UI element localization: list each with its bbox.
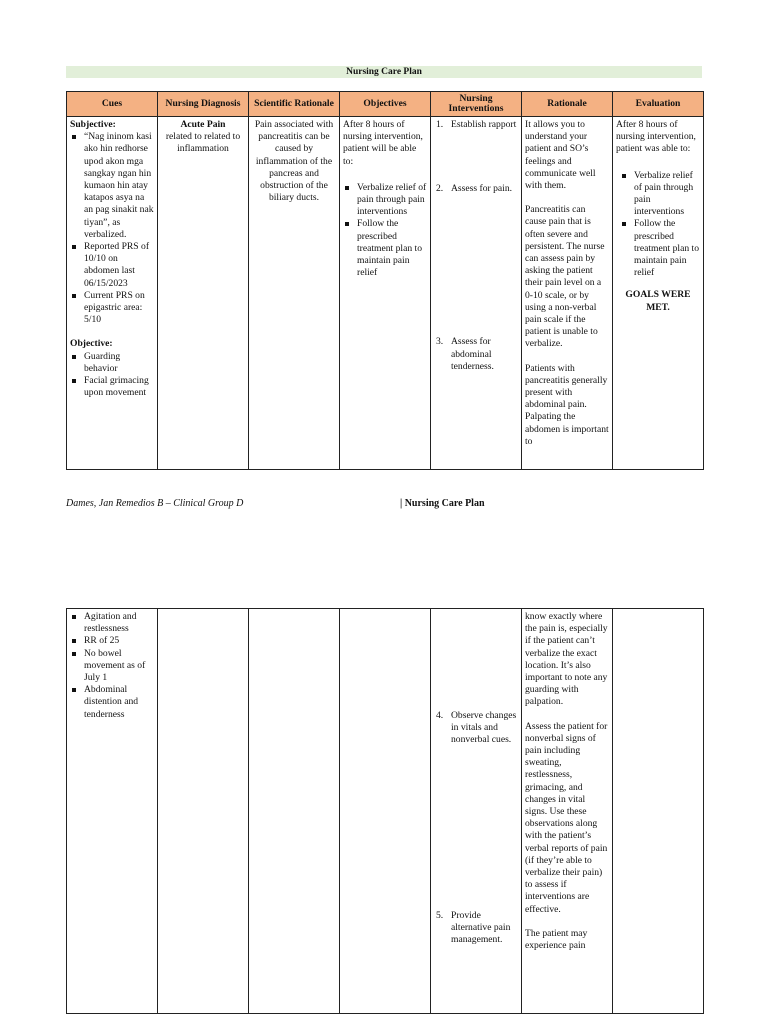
header-evaluation: Evaluation xyxy=(613,92,704,117)
rationale-4: Assess the patient for nonverbal signs of pain including sweating, restlessness, grimacing, and changes in vital signs. Use these observations along with the patient’s verbal reports of pain (if they’re able to verbalize their pain) to assess if interventions are effective. xyxy=(525,720,608,915)
diagnosis-title: Acute Pain xyxy=(180,119,226,130)
rationale-3a: Patients with pancreatitis generally present with abdominal pain. Palpating the abdomen is important to xyxy=(525,362,609,447)
goals-status: GOALS WERE MET. xyxy=(625,289,691,313)
scientific-rationale-cell xyxy=(249,117,340,470)
rationale-3b: know exactly where the pain is, especially if the patient can’t verbalize the exact location. It’s also important to note any guarding with palpation. xyxy=(525,611,608,708)
list-item: Verbalize relief of pain through pain interventions xyxy=(620,170,700,219)
list-item: Facial grimacing upon movement xyxy=(70,375,154,399)
rationale-5: The patient may experience pain xyxy=(525,927,588,952)
footer-author: Dames, Jan Remedios B – Clinical Group D xyxy=(66,498,244,509)
objectives-cell xyxy=(340,117,431,470)
rationale-cell xyxy=(522,117,613,470)
cues-cell xyxy=(67,609,158,1014)
header-diagnosis: Nursing Diagnosis xyxy=(158,92,249,117)
header-cues: Cues xyxy=(67,92,158,117)
evaluation-cell xyxy=(613,609,704,1014)
list-item: Follow the prescribed treatment plan to maintain pain relief xyxy=(620,218,700,279)
list-item: Abdominal distention and tenderness xyxy=(70,684,154,721)
list-item: RR of 25 xyxy=(70,635,154,647)
list-item: “Nag ininom kasi ako hin redhorse upod akon mga sangkay ngan hin kumaon hin atay katapos asya na an pag sinakit nak tiyan”, as verbalized. xyxy=(70,131,154,241)
diagnosis-cell xyxy=(158,609,249,1014)
objective-list xyxy=(70,351,154,400)
list-item: No bowel movement as of July 1 xyxy=(70,648,154,685)
objectives-intro: After 8 hours of nursing intervention, patient will be able to: xyxy=(343,119,423,167)
list-item: 2. Assess for pain. xyxy=(436,183,513,195)
list-item: Reported PRS of 10/10 on abdomen last 06/15/2023 xyxy=(70,241,154,290)
scientific-rationale-text: Pain associated with pancreatitis can be caused by inflammation of the pancreas and obstruction of the biliary ducts. xyxy=(254,119,334,204)
care-plan-table-page2 xyxy=(66,608,704,1014)
objective-label: Objective: xyxy=(70,338,113,350)
evaluation-cell xyxy=(613,117,704,470)
evaluation-intro: After 8 hours of nursing intervention, patient was able to: xyxy=(616,119,696,155)
subjective-label: Subjective: xyxy=(70,119,116,130)
list-item: 4. Observe changes in vitals and nonverbal cues. xyxy=(436,710,517,746)
scientific-rationale-cell xyxy=(249,609,340,1014)
objectives-list xyxy=(343,182,427,280)
header-scientific-rationale: Scientific Rationale xyxy=(249,92,340,117)
header-objectives: Objectives xyxy=(340,92,431,117)
page-title: Nursing Care Plan xyxy=(66,66,702,78)
list-item: Verbalize relief of pain through pain interventions xyxy=(343,182,427,219)
list-item: Follow the prescribed treatment plan to maintain pain relief xyxy=(343,218,427,279)
rationale-cell xyxy=(522,609,613,1014)
diagnosis-cell xyxy=(158,117,249,470)
list-item: 5. Provide alternative pain management. xyxy=(436,909,511,946)
evaluation-list xyxy=(616,170,700,280)
objectives-cell xyxy=(340,609,431,1014)
list-item: 1. Establish rapport xyxy=(436,119,517,130)
footer-doc-title: | Nursing Care Plan xyxy=(400,498,485,509)
subjective-list xyxy=(70,131,154,326)
rationale-2: Pancreatitis can cause pain that is often severe and persistent. The nurse can assess pain by asking the patient their pain level on a 0-10 scale, or by using a non-verbal pain scale if the patient is unable to verbalize. xyxy=(525,204,605,350)
objective-list-continued xyxy=(70,611,154,721)
interventions-list-continued xyxy=(434,710,518,946)
list-item: 3. Assess for abdominal tenderness. xyxy=(436,336,494,372)
interventions-cell xyxy=(431,117,522,470)
list-item: Agitation and restlessness xyxy=(70,611,154,635)
list-item: Current PRS on epigastric area: 5/10 xyxy=(70,290,154,327)
interventions-list xyxy=(434,119,518,373)
diagnosis-text: related to related to inflammation xyxy=(165,131,241,155)
table-row xyxy=(67,117,704,470)
care-plan-table-page1 xyxy=(66,91,704,470)
cues-cell xyxy=(67,117,158,470)
header-row xyxy=(67,92,704,117)
list-item: Guarding behavior xyxy=(70,351,154,375)
rationale-1: It allows you to understand your patient and SO’s feelings and communicate well with them. xyxy=(525,119,596,192)
interventions-cell xyxy=(431,609,522,1014)
table-row xyxy=(67,609,704,1014)
header-interventions: Nursing Interventions xyxy=(431,92,522,117)
header-rationale: Rationale xyxy=(522,92,613,117)
